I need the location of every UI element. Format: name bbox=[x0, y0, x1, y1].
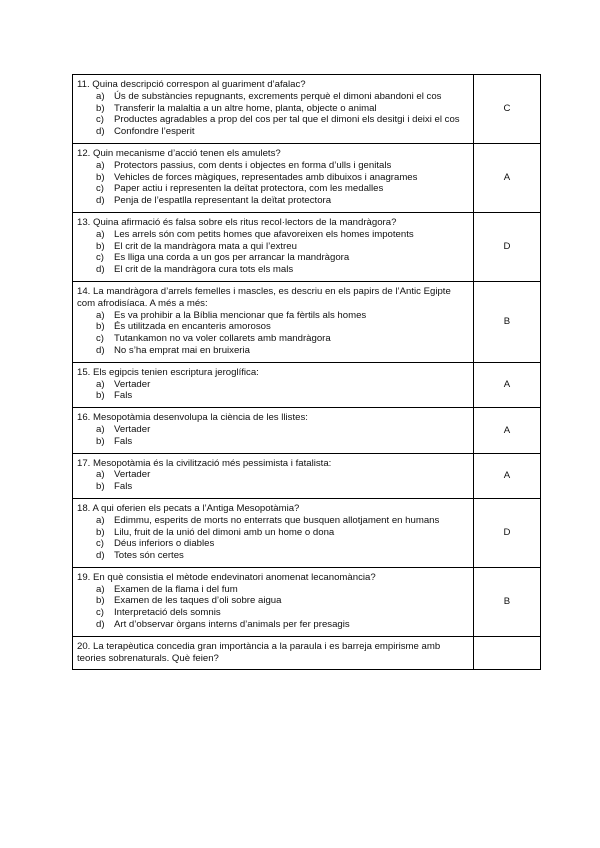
option-text: Déus inferiors o diables bbox=[114, 538, 215, 550]
option-letter: b) bbox=[96, 171, 105, 183]
question-stem: 20. La terapèutica concedia gran importància a la paraula i es barreja empirisme amb teories sobrenaturals. Què feien? bbox=[77, 640, 441, 664]
option-item bbox=[77, 595, 469, 607]
answer-cell: A bbox=[474, 408, 541, 453]
option-list bbox=[77, 91, 469, 138]
option-item bbox=[77, 321, 469, 333]
option-item bbox=[77, 515, 469, 527]
option-item bbox=[77, 481, 469, 493]
option-text: Examen de les taques d’oli sobre aigua bbox=[114, 595, 282, 607]
option-text: Productes agradables a prop del cos per tal que el dimoni els desitgi i deixi el cos bbox=[114, 114, 460, 126]
option-item bbox=[77, 91, 469, 103]
option-item bbox=[77, 195, 469, 207]
option-item bbox=[77, 436, 469, 448]
answer-cell: D bbox=[474, 498, 541, 567]
option-letter: d) bbox=[96, 264, 105, 276]
option-letter: a) bbox=[96, 309, 105, 321]
option-item bbox=[77, 379, 469, 391]
option-text: És utilitzada en encanteris amorosos bbox=[114, 321, 271, 333]
option-item bbox=[77, 126, 469, 138]
option-text: Transferir la malaltia a un altre home, planta, objecte o animal bbox=[114, 102, 377, 114]
option-text: Vertader bbox=[114, 378, 151, 390]
option-item bbox=[77, 252, 469, 264]
option-item bbox=[77, 241, 469, 253]
option-letter: c) bbox=[96, 114, 104, 126]
question-row bbox=[73, 143, 541, 212]
option-letter: d) bbox=[96, 550, 105, 562]
question-row bbox=[73, 281, 541, 362]
option-list bbox=[77, 229, 469, 276]
option-text: Penja de l’espatlla representant la deïtat protectora bbox=[114, 195, 332, 207]
question-stem: 19. En què consistia el mètode endevinatori anomenat lecanomància? bbox=[77, 571, 376, 583]
option-text: Tutankamon no va voler collarets amb mandràgora bbox=[114, 333, 331, 345]
question-stem: 18. A qui oferien els pecats a l’Antiga Mesopotàmia? bbox=[77, 502, 300, 514]
option-text: Lilu, fruit de la unió del dimoni amb un home o dona bbox=[114, 526, 335, 538]
option-item bbox=[77, 172, 469, 184]
question-row bbox=[73, 408, 541, 453]
question-cell bbox=[73, 408, 474, 453]
option-text: Confondre l’esperit bbox=[114, 126, 195, 138]
option-letter: c) bbox=[96, 252, 104, 264]
option-item bbox=[77, 264, 469, 276]
answer-cell: B bbox=[474, 281, 541, 362]
option-letter: d) bbox=[96, 126, 105, 138]
option-item bbox=[77, 345, 469, 357]
option-list bbox=[77, 584, 469, 631]
question-cell bbox=[73, 453, 474, 498]
quiz-table bbox=[72, 74, 541, 670]
option-text: Les arrels són com petits homes que afavoreixen els homes impotents bbox=[114, 228, 414, 240]
option-letter: c) bbox=[96, 333, 104, 345]
answer-cell: A bbox=[474, 143, 541, 212]
option-list bbox=[77, 424, 469, 448]
option-text: Vehicles de forces màgiques, representades amb dibuixos i anagrames bbox=[114, 171, 418, 183]
option-list bbox=[77, 515, 469, 562]
option-item bbox=[77, 310, 469, 322]
option-text: Paper actiu i representen la deïtat protectora, com les medalles bbox=[114, 183, 384, 195]
answer-cell bbox=[474, 636, 541, 670]
option-letter: d) bbox=[96, 619, 105, 631]
option-letter: c) bbox=[96, 183, 104, 195]
option-letter: b) bbox=[96, 526, 105, 538]
question-stem: 15. Els egipcis tenien escriptura jeroglífica: bbox=[77, 366, 259, 378]
question-stem: 16. Mesopotàmia desenvolupa la ciència de les llistes: bbox=[77, 412, 308, 424]
question-row bbox=[73, 453, 541, 498]
answer-cell: C bbox=[474, 75, 541, 144]
option-letter: d) bbox=[96, 344, 105, 356]
option-text: Fals bbox=[114, 390, 133, 402]
option-letter: a) bbox=[96, 423, 105, 435]
quiz-body bbox=[73, 75, 541, 670]
question-cell bbox=[73, 75, 474, 144]
option-text: Es va prohibir a la Bíblia mencionar que fa fèrtils als homes bbox=[114, 309, 367, 321]
option-letter: c) bbox=[96, 538, 104, 550]
question-stem: 13. Quina afirmació és falsa sobre els ritus recol·lectors de la mandràgora? bbox=[77, 216, 397, 228]
option-letter: b) bbox=[96, 321, 105, 333]
option-letter: a) bbox=[96, 159, 105, 171]
question-cell bbox=[73, 143, 474, 212]
option-item bbox=[77, 333, 469, 345]
option-item bbox=[77, 114, 469, 126]
option-item bbox=[77, 390, 469, 402]
option-text: No s’ha emprat mai en bruixeria bbox=[114, 344, 250, 356]
question-cell bbox=[73, 281, 474, 362]
option-letter: c) bbox=[96, 607, 104, 619]
option-letter: d) bbox=[96, 195, 105, 207]
option-text: Ús de substàncies repugnants, excrements perquè el dimoni abandoni el cos bbox=[114, 90, 442, 102]
question-cell bbox=[73, 567, 474, 636]
question-stem: 12. Quin mecanisme d’acció tenen els amulets? bbox=[77, 147, 281, 159]
option-text: Edimmu, esperits de morts no enterrats que busquen allotjament en humans bbox=[114, 514, 440, 526]
question-stem: 14. La mandràgora d’arrels femelles i mascles, es descriu en els papirs de l’Antic Egipte com afrodisíaca. A més a més: bbox=[77, 285, 451, 309]
option-text: Vertader bbox=[114, 469, 151, 481]
option-list bbox=[77, 469, 469, 493]
option-letter: b) bbox=[96, 240, 105, 252]
option-text: Art d’observar òrgans interns d’animals per fer presagis bbox=[114, 619, 350, 631]
option-item bbox=[77, 527, 469, 539]
option-item bbox=[77, 584, 469, 596]
option-letter: b) bbox=[96, 481, 105, 493]
option-letter: a) bbox=[96, 469, 105, 481]
option-text: Fals bbox=[114, 481, 133, 493]
option-item bbox=[77, 424, 469, 436]
question-row bbox=[73, 75, 541, 144]
option-text: Fals bbox=[114, 435, 133, 447]
answer-cell: A bbox=[474, 453, 541, 498]
option-text: Vertader bbox=[114, 423, 151, 435]
option-text: Examen de la flama i del fum bbox=[114, 583, 238, 595]
question-cell bbox=[73, 498, 474, 567]
question-stem: 11. Quina descripció correspon al guariment d’afalac? bbox=[77, 79, 306, 90]
option-letter: b) bbox=[96, 390, 105, 402]
option-item bbox=[77, 607, 469, 619]
answer-cell: A bbox=[474, 362, 541, 407]
option-item bbox=[77, 619, 469, 631]
answer-cell: D bbox=[474, 212, 541, 281]
option-list bbox=[77, 310, 469, 357]
option-item bbox=[77, 469, 469, 481]
option-letter: a) bbox=[96, 514, 105, 526]
question-row bbox=[73, 212, 541, 281]
question-row bbox=[73, 636, 541, 670]
option-item bbox=[77, 183, 469, 195]
option-item bbox=[77, 103, 469, 115]
question-row bbox=[73, 362, 541, 407]
answer-cell: B bbox=[474, 567, 541, 636]
question-cell bbox=[73, 636, 474, 670]
option-item bbox=[77, 229, 469, 241]
option-text: Totes són certes bbox=[114, 550, 184, 562]
option-letter: b) bbox=[96, 595, 105, 607]
question-row bbox=[73, 498, 541, 567]
option-text: El crit de la mandràgora mata a qui l’extreu bbox=[114, 240, 297, 252]
option-letter: b) bbox=[96, 435, 105, 447]
option-letter: a) bbox=[96, 583, 105, 595]
option-letter: a) bbox=[96, 228, 105, 240]
option-text: Interpretació dels somnis bbox=[114, 607, 221, 619]
option-text: El crit de la mandràgora cura tots els mals bbox=[114, 264, 294, 276]
option-letter: a) bbox=[96, 378, 105, 390]
option-letter: b) bbox=[96, 102, 105, 114]
question-cell bbox=[73, 212, 474, 281]
option-list bbox=[77, 160, 469, 207]
option-item bbox=[77, 160, 469, 172]
option-text: Protectors passius, com dents i objectes en forma d’ulls i genitals bbox=[114, 159, 392, 171]
option-item bbox=[77, 538, 469, 550]
option-item bbox=[77, 550, 469, 562]
option-letter: a) bbox=[96, 90, 105, 102]
option-text: Es lliga una corda a un gos per arrancar la mandràgora bbox=[114, 252, 350, 264]
question-cell bbox=[73, 362, 474, 407]
question-row bbox=[73, 567, 541, 636]
question-stem: 17. Mesopotàmia és la civilització més pessimista i fatalista: bbox=[77, 457, 332, 469]
option-list bbox=[77, 379, 469, 403]
